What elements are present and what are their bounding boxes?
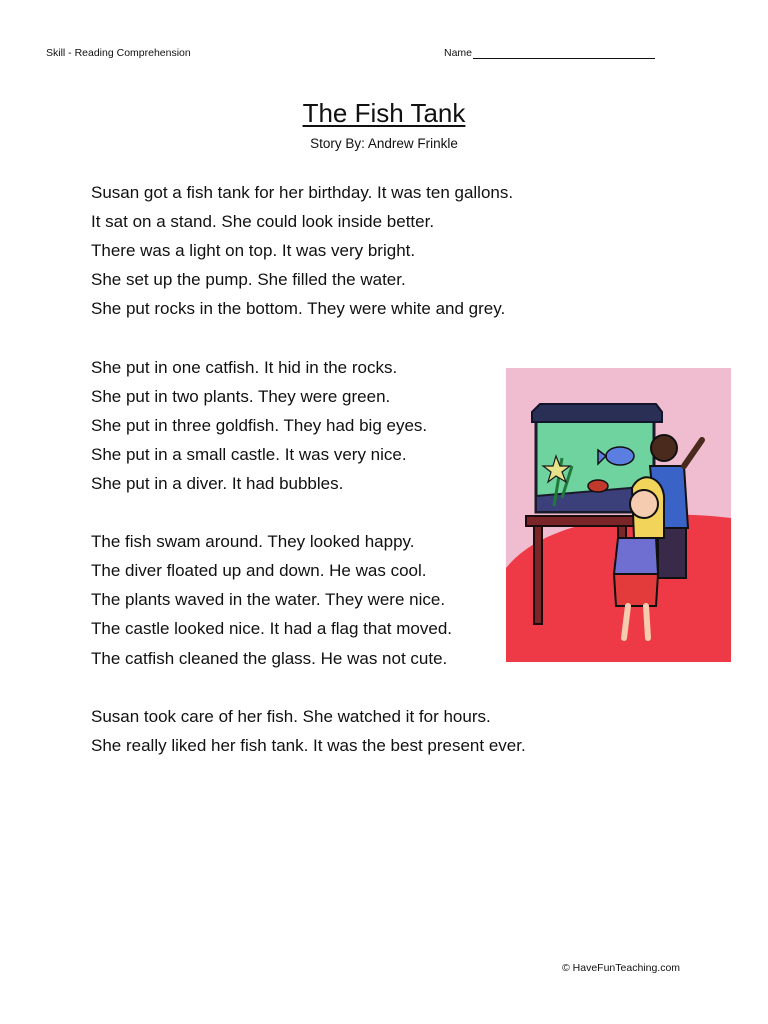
story-title: The Fish Tank	[302, 98, 466, 128]
story-line: She put in a diver. It had bubbles.	[91, 473, 344, 493]
paragraph-1	[91, 178, 611, 323]
story-line: She put in a small castle. It was very nice.	[91, 444, 407, 464]
story-line: It sat on a stand. She could look inside better.	[91, 212, 435, 232]
name-label: Name	[444, 47, 473, 59]
story-line: She put in one catfish. It hid in the rocks.	[91, 357, 398, 377]
story-line: She set up the pump. She filled the water.	[91, 270, 406, 290]
red-fish-icon	[588, 480, 608, 492]
story-line: The diver floated up and down. He was cool.	[91, 561, 427, 581]
blue-fish-icon	[606, 447, 634, 465]
story-line: The catfish cleaned the glass. He was not cute.	[91, 648, 448, 668]
copyright-footer: © HaveFunTeaching.com	[562, 962, 681, 974]
story-line: She put in two plants. They were green.	[91, 386, 391, 406]
name-blank-line	[473, 47, 655, 59]
story-line: She really liked her fish tank. It was the best present ever.	[91, 735, 526, 755]
story-line: The plants waved in the water. They were nice.	[91, 590, 446, 610]
story-line: She put rocks in the bottom. They were white and grey.	[91, 299, 506, 319]
fish-tank-illustration	[506, 368, 731, 662]
story-line: She put in three goldfish. They had big eyes.	[91, 415, 428, 435]
skill-label: Skill - Reading Comprehension	[46, 47, 191, 59]
story-line: There was a light on top. It was very bright.	[91, 241, 416, 261]
paragraph-4	[91, 702, 611, 760]
story-line: Susan got a fish tank for her birthday. It was ten gallons.	[91, 183, 514, 202]
story-line: The fish swam around. They looked happy.	[91, 532, 415, 552]
story-byline: Story By: Andrew Frinkle	[310, 136, 458, 151]
name-field	[444, 47, 655, 59]
story-line: Susan took care of her fish. She watched it for hours.	[91, 706, 491, 726]
story-line: The castle looked nice. It had a flag that moved.	[91, 619, 452, 639]
